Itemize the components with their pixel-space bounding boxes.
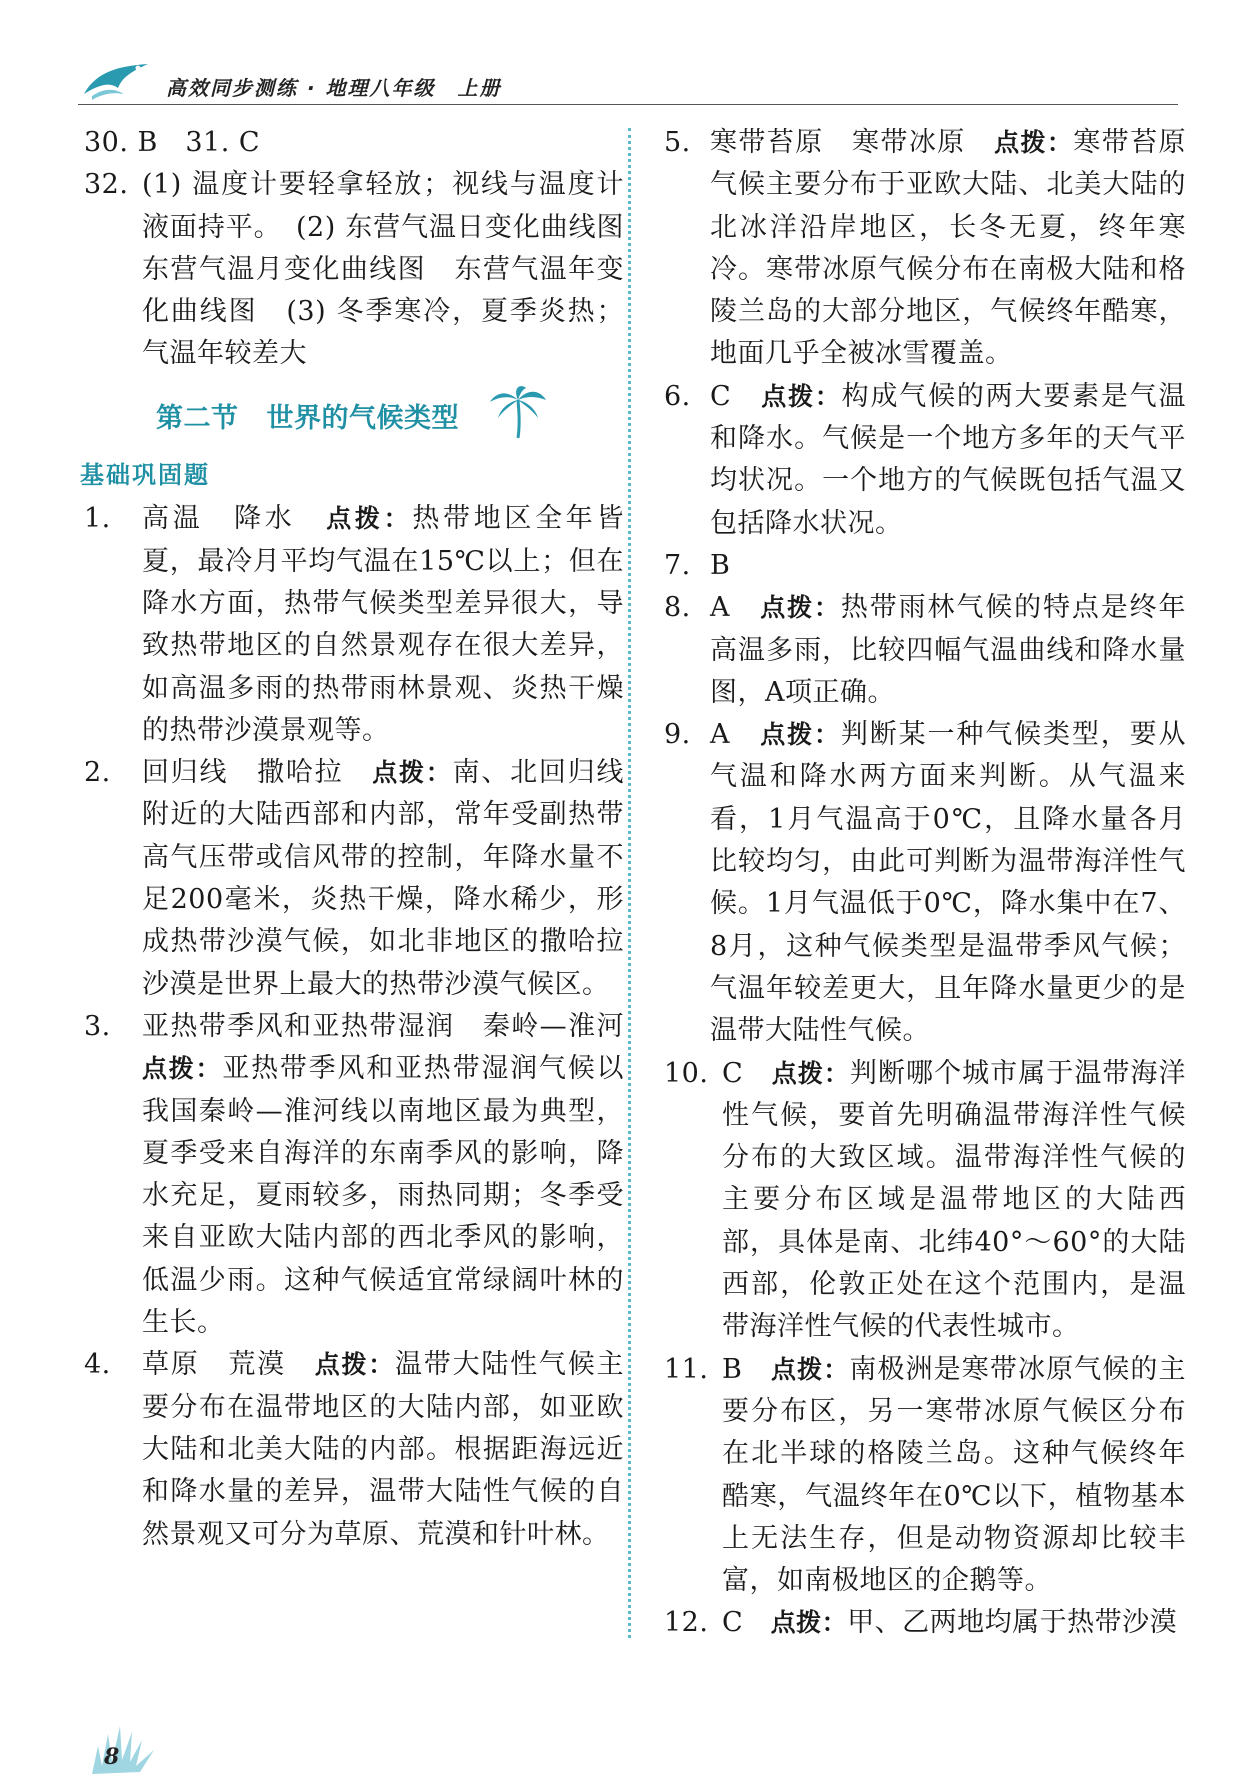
question-9	[664, 714, 1186, 1052]
answer: C	[722, 1057, 772, 1089]
question-5	[664, 122, 1186, 376]
question-12	[664, 1602, 1186, 1644]
question-number: 1.	[84, 503, 111, 535]
answer: C	[722, 1607, 771, 1639]
explanation: 南、北回归线附近的大陆西部和内部，常年受副热带高气压带或信风带的控制，年降水量不足200毫米，炎热干燥，降水稀少，形成热带沙漠气候，如北非地区的撒哈拉沙漠是世界上最大的热带沙漠气候区。	[142, 757, 624, 1000]
question-number: 6.	[664, 380, 691, 412]
explanation: 亚热带季风和亚热带湿润气候以我国秦岭—淮河线以南地区最为典型，夏季受来自海洋的东南季风的影响，降水充足，夏雨较多，雨热同期；冬季受来自亚欧大陆内部的西北季风的影响，低温少雨。这种气候适宜常绿阔叶林的生长。	[142, 1053, 624, 1339]
section-heading	[84, 398, 624, 440]
question-4	[84, 1344, 624, 1555]
section-title: 世界的气候类型	[266, 402, 459, 434]
explanation: 南极洲是寒带冰原气候的主要分布区，另一寒带冰原气候区分布在北半球的格陵兰岛。这种气候终年酷寒，气温终年在0℃以下，植物基本上无法生存，但是动物资源却比较丰富，如南极地区的企鹅等。	[722, 1353, 1186, 1597]
page-header	[78, 58, 1188, 108]
hint-label: 点拨：	[372, 758, 453, 788]
question-number: 8.	[664, 592, 691, 624]
question-text: (1) 温度计要轻拿轻放；视线与温度计液面持平。 (2) 东营气温日变化曲线图 东营气温月变化曲线图 东营气温年变化曲线图 (3) 冬季寒冷，夏季炎热；气温年较差大	[142, 169, 652, 370]
palm-tree-icon	[488, 384, 548, 440]
explanation: 寒带苔原气候主要分布于亚欧大陆、北美大陆的北冰洋沿岸地区，长冬无夏，终年寒冷。寒带冰原气候分布在南极大陆和格陵兰岛的大部分地区，气候终年酷寒，地面几乎全被冰雪覆盖。	[710, 127, 1186, 370]
hint-label: 点拨：	[760, 593, 841, 623]
question-number: 10.	[664, 1057, 709, 1089]
answer: B	[710, 549, 731, 581]
explanation: 判断某一种气候类型，要从气温和降水两方面来判断。从气温来看，1月气温高于0℃，且降水量各月比较均匀，由此可判断为温带海洋性气候。1月气温低于0℃，降水集中在7、8月，这种气候类型是温带季风气候；气温年较差更大，且年降水量更少的是温带大陆性气候。	[710, 719, 1186, 1047]
answer: 草原 荒漠	[142, 1349, 315, 1381]
question-6	[664, 376, 1186, 545]
question-number: 32.	[84, 169, 129, 201]
question-10	[664, 1053, 1186, 1349]
question-number: 11.	[664, 1353, 709, 1385]
hint-label: 点拨：	[771, 1354, 850, 1384]
answer: A	[710, 719, 761, 751]
column-divider	[628, 128, 631, 1638]
question-2	[84, 752, 624, 1006]
hint-label: 点拨：	[142, 1054, 223, 1084]
answer: C	[710, 380, 762, 412]
question-number: 12.	[664, 1607, 709, 1639]
hint-label: 点拨：	[761, 381, 842, 411]
answer: A	[710, 592, 761, 624]
question-number: 2.	[84, 757, 111, 789]
explanation: 热带雨林气候的特点是终年高温多雨，比较四幅气温曲线和降水量图，A项正确。	[710, 592, 1186, 708]
header-title: 高效同步测练 · 地理八年级 上册	[166, 76, 502, 100]
question-number: 9.	[664, 719, 691, 751]
question-1	[84, 498, 624, 752]
hint-label: 点拨：	[326, 504, 413, 534]
page-number: 8	[104, 1744, 120, 1770]
explanation: 热带地区全年皆夏，最冷月平均气温在15℃以上；但在降水方面，热带气候类型差异很大，导致热带地区的自然景观存在很大差异，如高温多雨的热带雨林景观、炎热干燥的热带沙漠景观等。	[142, 503, 625, 746]
explanation: 判断哪个城市属于温带海洋性气候，要首先明确温带海洋性气候分布的大致区域。温带海洋性气候的主要分布区域是温带地区的大陆西部，具体是南、北纬40°～60°的大陆西部，伦敦正处在这个范围内，是温带海洋性气候的代表性城市。	[722, 1057, 1186, 1343]
question-32	[84, 164, 652, 375]
answer-line-30-31: 30. B 31. C	[84, 127, 261, 158]
answer: 回归线 撒哈拉	[142, 757, 373, 789]
hint-label: 点拨：	[994, 128, 1074, 157]
left-column	[80, 122, 652, 1556]
right-column	[664, 122, 1186, 1645]
section-number: 第二节	[156, 402, 239, 434]
question-number: 7.	[664, 549, 691, 581]
question-number: 5.	[664, 127, 691, 158]
question-7	[664, 545, 1186, 587]
answer: B	[722, 1353, 772, 1385]
subsection-heading: 基础巩固题	[80, 461, 210, 490]
answer: 寒带苔原 寒带冰原	[710, 127, 995, 158]
header-rule	[78, 104, 1178, 105]
bird-logo-icon	[78, 58, 154, 104]
explanation: 构成气候的两大要素是气温和降水。气候是一个地方多年的天气平均状况。一个地方的气候既包括气温又包括降水状况。	[710, 380, 1186, 539]
hint-label: 点拨：	[771, 1058, 850, 1088]
question-3	[84, 1006, 652, 1344]
question-number: 3.	[84, 1010, 111, 1042]
question-number: 4.	[84, 1349, 111, 1381]
explanation: 温带大陆性气候主要分布在温带地区的大陆内部，如亚欧大陆和北美大陆的内部。根据距海远近和降水量的差异，温带大陆性气候的自然景观又可分为草原、荒漠和针叶林。	[142, 1349, 624, 1550]
hint-label: 点拨：	[770, 1608, 848, 1638]
question-11	[664, 1349, 1186, 1603]
question-8	[664, 587, 1186, 714]
page-burst-icon	[84, 1716, 162, 1778]
answer: 亚热带季风和亚热带湿润 秦岭—淮河	[142, 1010, 652, 1042]
hint-label: 点拨：	[760, 720, 841, 750]
explanation: 甲、乙两地均属于热带沙漠	[847, 1607, 1178, 1639]
answer: 高温 降水	[142, 503, 327, 535]
hint-label: 点拨：	[314, 1350, 396, 1380]
